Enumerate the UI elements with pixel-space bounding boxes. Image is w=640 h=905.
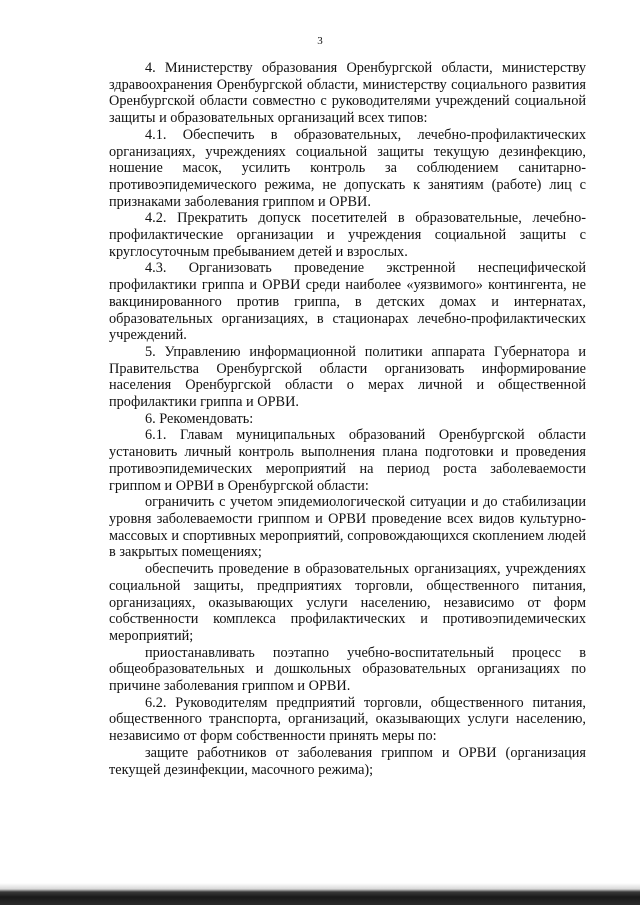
paragraph-item-5: 5. Управлению информационной политики аппарата Губернатора и Правительства Оренбургской области организовать информирование населения Оренбургской области о мерах личной и общественной профилактики гриппа и ОРВИ. (109, 343, 586, 411)
paragraph-item-6-1: 6.1. Главам муниципальных образований Оренбургской области установить личный контроль выполнения плана подготовки и проведения противоэпидемических мероприятий на период роста заболеваемости гриппом и ОРВИ в Оренбургской области: (109, 427, 586, 494)
paragraph-item-6: 6. Рекомендовать: (145, 410, 254, 427)
paragraph-ensure-measures: обеспечить проведение в образовательных организациях, учреждениях социальной защиты, предприятиях торговли, общественного питания, организациях, оказывающих услуги населению, независимо от форм собственности комплекса профилактических и противоэпидемических мероприятий; (109, 561, 586, 644)
paragraph-item-4: 4. Министерству образования Оренбургской области, министерству здравоохранения Оренбургской области, министерству социального развития Оренбургской области совместно с руководителями учреждений социальной защиты и образовательных организаций всех типов: (109, 60, 586, 127)
paragraph-item-4-2: 4.2. Прекратить допуск посетителей в образовательные, лечебно-профилактические организации и учреждения социальной защиты с круглосуточным пребыванием детей и взрослых. (109, 210, 586, 260)
paragraph-restrict-events: ограничить с учетом эпидемиологической ситуации и до стабилизации уровня заболеваемости гриппом и ОРВИ проведение всех видов культурно-массовых и спортивных мероприятий, сопровождающихся скоплением людей в закрытых помещениях; (109, 494, 586, 561)
paragraph-suspend-classes: приостанавливать поэтапно учебно-воспитательный процесс в общеобразовательных и дошкольных образовательных организациях по причине заболевания гриппом и ОРВИ. (109, 644, 586, 695)
paragraph-protect-workers: защите работников от заболевания гриппом и ОРВИ (организация текущей дезинфекции, масочного режима); (109, 744, 586, 778)
page-number: 3 (317, 35, 323, 47)
paragraph-item-6-2: 6.2. Руководителям предприятий торговли, общественного питания, общественного транспорта, организаций, оказывающих услуги населению, независимо от форм собственности принять меры по: (109, 694, 586, 745)
scan-edge-band (0, 883, 640, 905)
paragraph-item-4-3: 4.3. Организовать проведение экстренной неспецифической профилактики гриппа и ОРВИ среди наиболее «уязвимого» контингента, не вакцинированного против гриппа, в детских домах и интернатах, образовательных организациях, в стационарах лечебно-профилактических учреждений. (109, 260, 586, 344)
document-body (109, 60, 586, 778)
paragraph-item-4-1: 4.1. Обеспечить в образовательных, лечебно-профилактических организациях, учреждениях социальной защиты текущую дезинфекцию, ношение масок, усилить контроль за соблюдением санитарно-противоэпидемического режима, не допускать к занятиям (работе) лиц с признаками заболевания гриппом и ОРВИ. (109, 126, 586, 210)
